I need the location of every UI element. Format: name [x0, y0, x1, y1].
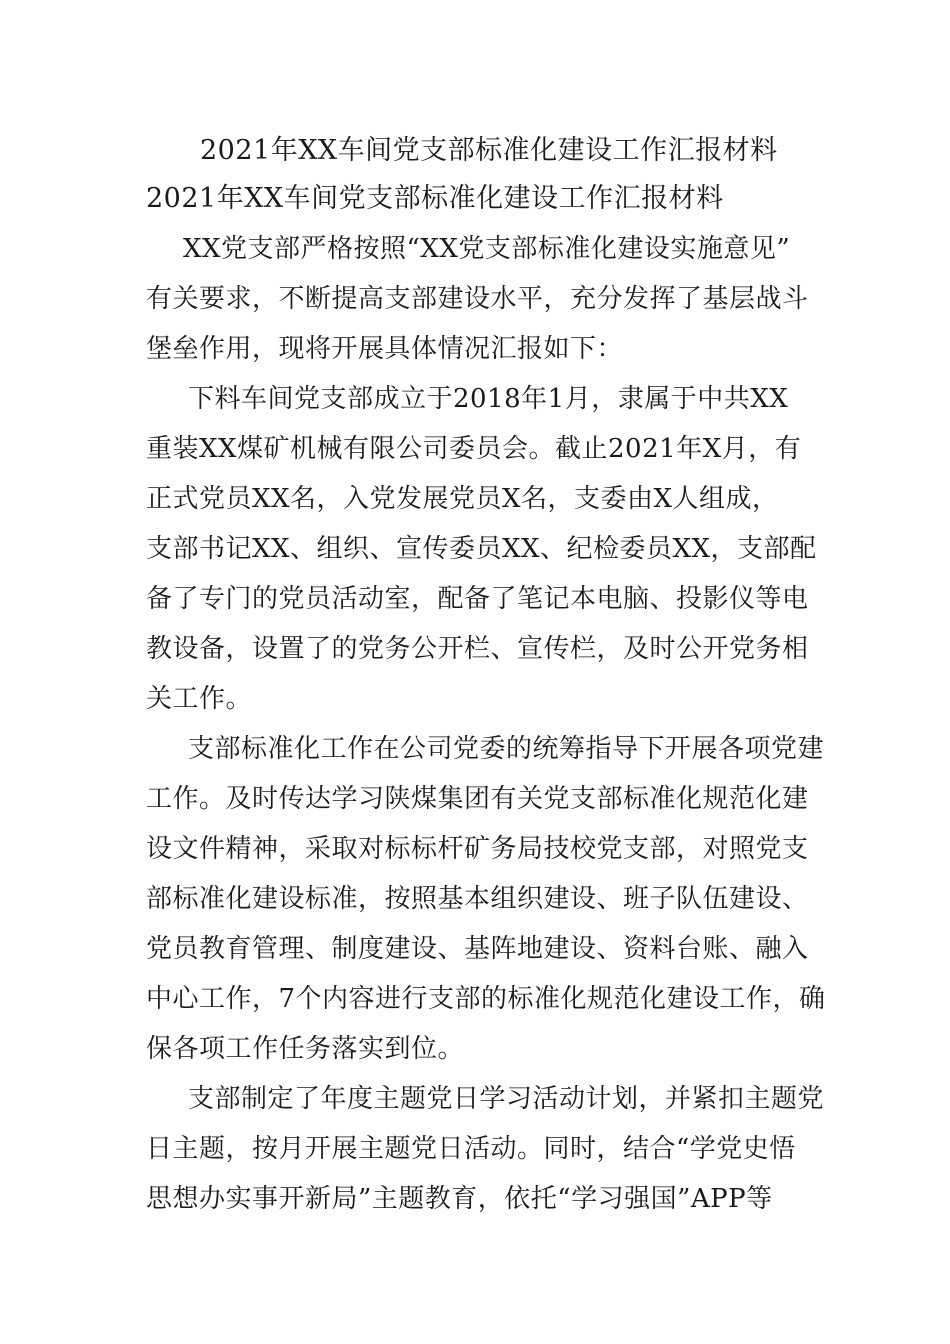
paragraph-line: 设文件精神，采取对标标杆矿务局技校党支部，对照党支	[146, 834, 809, 864]
paragraph-line: 支部制定了年度主题党日学习活动计划，并紧扣主题党	[188, 1084, 825, 1114]
paragraph-line: 堡垒作用，现将开展具体情况汇报如下：	[146, 334, 624, 364]
document-title: 2021年XX车间党支部标准化建设工作汇报材料	[200, 135, 778, 166]
paragraph-line: XX党支部严格按照“XX党支部标准化建设实施意见”	[183, 234, 791, 264]
paragraph-line: 思想办实事开新局”主题教育，依托“学习强国”APP等	[146, 1184, 773, 1214]
paragraph-line: 部标准化建设标准，按照基本组织建设、班子队伍建设、	[146, 884, 809, 914]
paragraph-line: 关工作。	[146, 684, 253, 714]
paragraph-line: 党员教育管理、制度建设、基阵地建设、资料台账、融入	[146, 934, 809, 964]
paragraph-line: 支部书记XX、组织、宣传委员XX、纪检委员XX，支部配	[146, 534, 817, 564]
paragraph-line: 中心工作，7个内容进行支部的标准化规范化建设工作，确	[146, 984, 826, 1014]
paragraph-line: 下料车间党支部成立于2018年1月，隶属于中共XX	[188, 384, 789, 414]
paragraph-line: 保各项工作任务落实到位。	[146, 1034, 465, 1064]
paragraph-line: 备了专门的党员活动室，配备了笔记本电脑、投影仪等电	[146, 584, 809, 614]
paragraph-line: 日主题，按月开展主题党日活动。同时，结合“学党史悟	[146, 1134, 796, 1164]
paragraph-line: 支部标准化工作在公司党委的统筹指导下开展各项党建	[188, 734, 825, 764]
paragraph-line: 重装XX煤矿机械有限公司委员会。截止2021年X月，有	[146, 434, 802, 464]
paragraph-line: 有关要求，不断提高支部建设水平，充分发挥了基层战斗	[146, 284, 809, 314]
paragraph-line: 正式党员XX名，入党发展党员X名，支委由X人组成，	[146, 484, 779, 514]
paragraph-line: 教设备，设置了的党务公开栏、宣传栏，及时公开党务相	[146, 634, 809, 664]
document-subtitle: 2021年XX车间党支部标准化建设工作汇报材料	[146, 183, 724, 214]
paragraph-line: 工作。及时传达学习陕煤集团有关党支部标准化规范化建	[146, 784, 809, 814]
